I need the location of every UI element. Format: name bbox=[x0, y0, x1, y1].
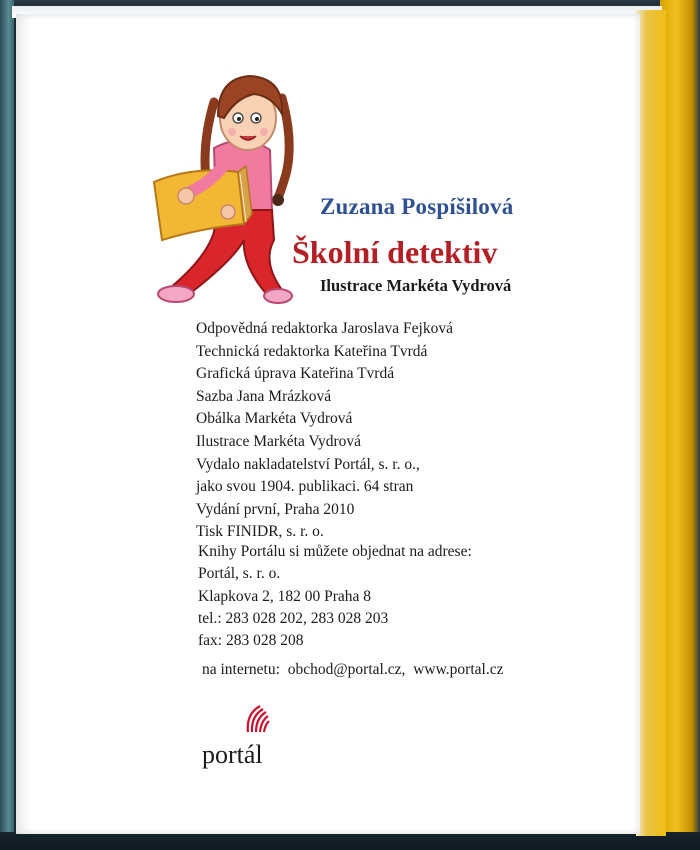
credit-line: Technická redaktorka Kateřina Tvrdá bbox=[196, 342, 428, 360]
book-title: Školní detektiv bbox=[292, 234, 498, 270]
credit-line: Grafická úprava Kateřina Tvrdá bbox=[196, 365, 395, 383]
credit-line: jako svou 1904. publikaci. 64 stran bbox=[196, 478, 414, 496]
website-link[interactable]: www.portal.cz bbox=[413, 661, 504, 678]
credits-block bbox=[196, 318, 616, 544]
order-line: Portál, s. r. o. bbox=[198, 565, 281, 583]
book-cover-right bbox=[660, 0, 700, 850]
page-edge-right bbox=[636, 10, 666, 836]
book-illustrator: Ilustrace Markéta Vydrová bbox=[320, 276, 512, 295]
book-cover-bottom bbox=[0, 832, 700, 850]
internet-contact bbox=[202, 661, 622, 679]
credit-line: Obálka Markéta Vydrová bbox=[196, 410, 353, 428]
credit-line: Tisk FINIDR, s. r. o. bbox=[196, 523, 324, 541]
credit-line: Ilustrace Markéta Vydrová bbox=[196, 432, 361, 450]
portal-logo-icon bbox=[244, 704, 270, 734]
book-author: Zuzana Pospíšilová bbox=[320, 194, 514, 219]
order-line: Klapkova 2, 182 00 Praha 8 bbox=[198, 587, 372, 605]
internet-label: na internetu: bbox=[202, 661, 280, 678]
portal-logo-text: portál bbox=[202, 740, 263, 769]
credit-line: Vydání první, Praha 2010 bbox=[196, 500, 355, 518]
order-line: Knihy Portálu si můžete objednat na adrese: bbox=[198, 543, 472, 560]
credit-line: Odpovědná redaktorka Jaroslava Fejková bbox=[196, 320, 453, 337]
credit-line: Vydalo nakladatelství Portál, s. r. o., bbox=[196, 455, 420, 473]
order-address-block bbox=[198, 541, 618, 652]
girl-with-book-illustration bbox=[132, 62, 302, 320]
credit-line: Sazba Jana Mrázková bbox=[196, 387, 332, 405]
order-line: tel.: 283 028 202, 283 028 203 bbox=[198, 609, 389, 627]
book-cover-left bbox=[0, 0, 14, 850]
order-line: fax: 283 028 208 bbox=[198, 632, 304, 650]
email-link[interactable]: obchod@portal.cz, bbox=[287, 661, 406, 678]
